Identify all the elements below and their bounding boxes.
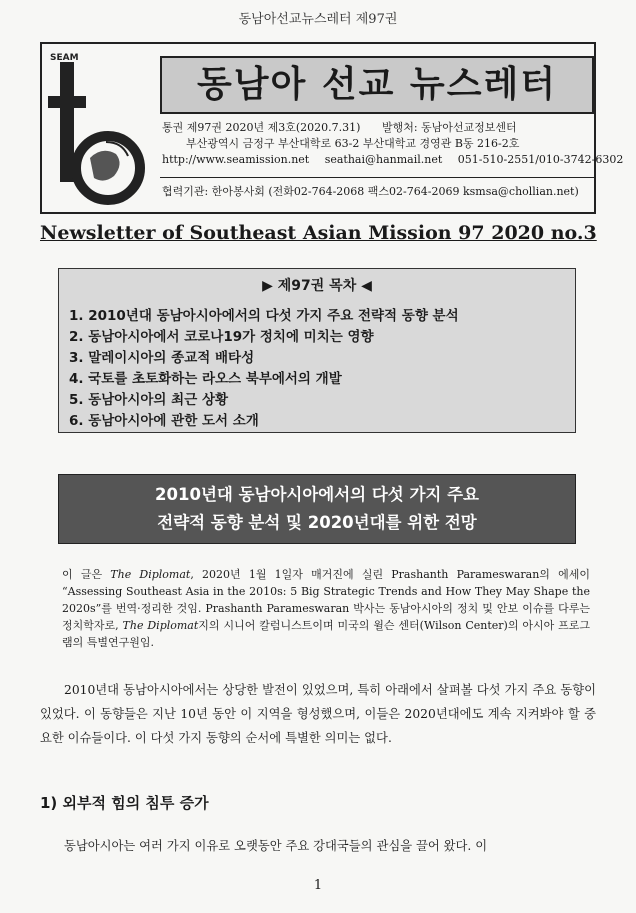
phone: 051-510-2551/010-3742-6302 (457, 153, 624, 166)
toc-item[interactable]: 5. 동남아시아의 최근 상황 (69, 392, 229, 408)
body-paragraph: 동남아시아는 여러 가지 이유로 오랫동안 주요 강대국들의 관심을 끌어 왔다. 이 (64, 839, 488, 853)
article-title-banner (58, 474, 576, 544)
section-heading: 1) 외부적 힘의 침투 증가 (40, 794, 209, 812)
table-of-contents (58, 268, 576, 433)
logo-cross-horizontal (48, 96, 86, 108)
article-title-line1: 2010년대 동남아시아에서의 다섯 가지 주요 (155, 485, 479, 504)
seam-logo (46, 50, 158, 208)
article-intro (62, 566, 590, 651)
logo-globe-land (90, 151, 120, 181)
publisher: 발행처: 동남아선교정보센터 (381, 121, 517, 134)
toc-item[interactable]: 6. 동남아시아에 관한 도서 소개 (69, 413, 259, 429)
page-number: 1 (313, 878, 323, 893)
magazine-name: The Diplomat (122, 619, 199, 632)
intro-text-2: , 2020년 1월 1일자 매거진에 실린 Prashanth Parameswaran의 에세이 “Assessing Southeast Asia in the 2010s: 5 Big Strategic Trends and How They May Shape the 2020s”를 번역·정리한 것임. Prashanth Parameswaran 박사는 동남아시아의 정치 및 안보 이슈를 다루는 정치학자로, (62, 568, 591, 632)
toc-heading: ▶ 제97권 목차 ◀ (262, 278, 372, 294)
logo-text: SEAM (50, 53, 79, 63)
toc-item[interactable]: 3. 말레이시아의 종교적 배타성 (69, 350, 255, 366)
magazine-name: The Diplomat (110, 568, 191, 581)
masthead-info (162, 120, 624, 168)
intro-text-1: 이 글은 (62, 568, 111, 581)
toc-item[interactable]: 2. 동남아시아에서 코로나19가 정치에 미치는 영향 (69, 329, 374, 345)
issue-line: 통권 제97권 2020년 제3호(2020.7.31) (162, 121, 361, 134)
address: 부산광역시 금정구 부산대학로 63-2 부산대학교 경영관 B동 216-2호 (186, 137, 520, 150)
toc-list (69, 306, 459, 432)
email-link[interactable]: seathai@hanmail.net (324, 153, 443, 166)
newsletter-title: 동남아 선교 뉴스레터 (160, 56, 594, 114)
page-header: 동남아선교뉴스레터 제97권 (238, 12, 398, 27)
toc-item[interactable]: 1. 2010년대 동남아시아에서의 다섯 가지 주요 전략적 동향 분석 (69, 308, 459, 324)
cooperation-line: 협력기관: 한아봉사회 (전화02-764-2068 팩스02-764-2069 ksmsa@chollian.net) (162, 185, 579, 198)
article-title-line2: 전략적 동향 분석 및 2020년대를 위한 전망 (157, 513, 477, 532)
website-link[interactable]: http://www.seamission.net (162, 153, 310, 166)
masthead-divider (160, 177, 594, 178)
english-title: Newsletter of Southeast Asian Mission 97 2020 no.3 (40, 222, 597, 244)
toc-item[interactable]: 4. 국토를 초토화하는 라오스 북부에서의 개발 (69, 371, 342, 387)
body-paragraph: 2010년대 동남아시아에서는 상당한 발전이 있었으며, 특히 아래에서 살펴볼 다섯 가지 주요 동향이 있었다. 이 동향들은 지난 10년 동안 이 지역을 형성했으며, 이들은 2020년대에도 계속 지켜봐야 할 중요한 이슈들이다. 이 다섯 가지 동향의 순서에 특별한 의미는 없다. (40, 683, 596, 745)
intro-text-3: 지의 시니어 칼럼니스트이며 미국의 윌슨 센터(Wilson Center)의 아시아 프로그램의 특별연구원임. (62, 619, 591, 649)
